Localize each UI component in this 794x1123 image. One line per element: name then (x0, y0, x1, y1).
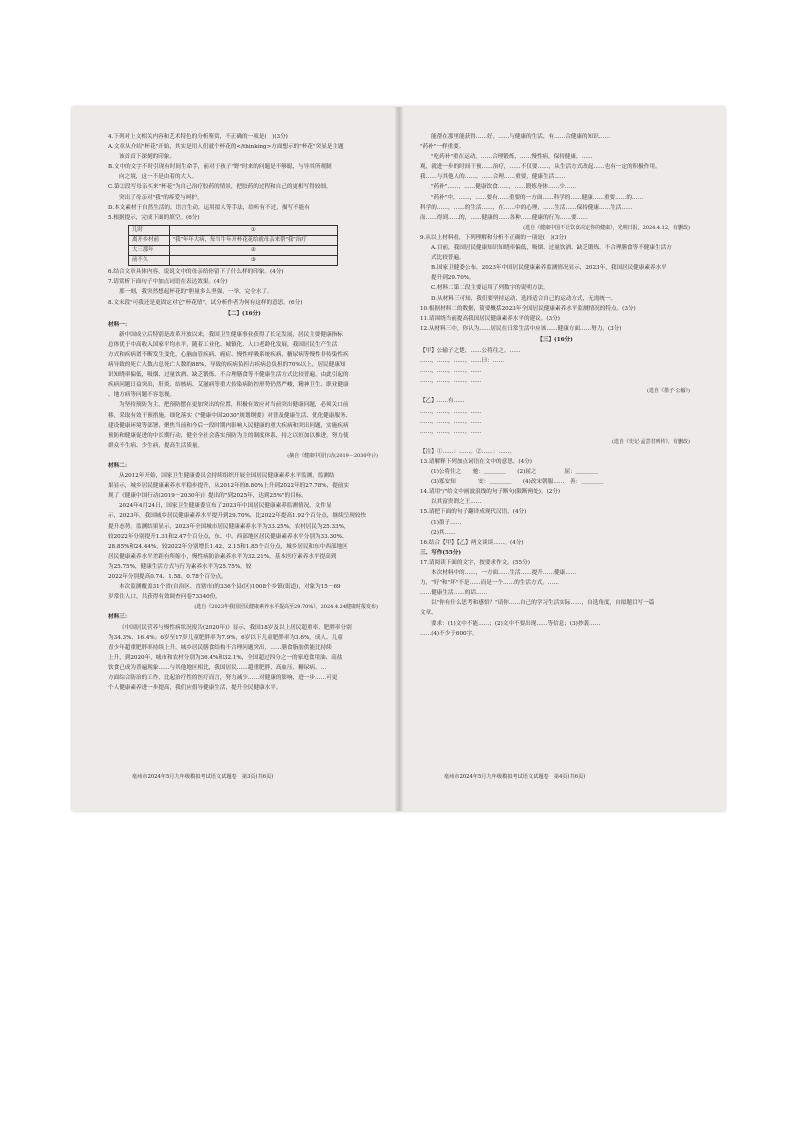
table-cell: 离开乡村前 (129, 235, 170, 245)
paragraph-line: 新中国成立后特别是改革开放以来，我国卫生健康事业获得了长足发展，居民主要健康指标 (119, 331, 343, 338)
passage-jia-line: ……，……，……。…… (420, 368, 482, 375)
paragraph-line: 个人健康素养进一步提高，我们应倡导健康生活，提升全民健康水平。 (108, 685, 282, 692)
q13-item (420, 468, 690, 477)
essay-line: 本次材料中的……，一方面……生活……提升……健康…… (431, 570, 577, 577)
section-2-heading: 【二】(16分) (225, 310, 261, 317)
q4-option-d: D.本文素材于自然生活的，语言生动，运用拟人等手法，给听有不过，描写不能有 (108, 204, 310, 211)
paragraph-line: 较2022年分别提升1.31和2.47个百分点，东、中、西部地区居民健康素养水平分别为33.30%、 (108, 533, 348, 540)
paragraph-line: 提升态势。监测结果显示，2023年全国城市居民健康素养水平为33.25%，农村居民为25.33%， (108, 523, 350, 530)
q5: 5.根据提示，完成下面的填空。(6分) (108, 214, 200, 221)
table-row (129, 235, 338, 245)
paragraph-line: 为坚持预防为主，把预防摆在更加突出的位置，积极有效应对当前突出健康问题，必须关口前 (119, 402, 349, 409)
table-cell: 前不久 (129, 256, 170, 266)
paragraph-line: 方面综合防治的工作，比起治疗性的医疗而言，努力减少……对健康的影响，进一步……可更 (108, 674, 338, 681)
q13-item (420, 478, 690, 487)
passage-yi-line: ……，……，……。…… (420, 418, 482, 425)
material-2-title: 材料二： (108, 463, 131, 469)
q7-sentence: 那一刻，我突然想起杯花的"胆量多么坚强，一举，完全水了。 (119, 289, 273, 296)
q5-table (128, 225, 338, 266)
q4-option-c: C.第②段写母亲买来"杯花"为自己治疗胶药的情景，把胶药的过程和自己的更相写得较细， (108, 184, 332, 191)
paragraph-line: 28.85%和24.44%，较2022年分别增长1.42、2.15和1.85个百分点，城乡居民和东中西部地区 (108, 543, 348, 550)
q13-item-3: (3)寡安知 安：＿＿＿＿ (431, 479, 512, 486)
q9-option: 提升到29.70%。 (431, 275, 475, 282)
q9: 9.从以上材料看，下列理解和分析不正确的一项是( )(3分) (420, 234, 567, 241)
paragraph-line: 上升，到2020年，城市和农村分别为36.4%和32.1%，全国超过四分之一的家庭食用油、高盐 (108, 654, 343, 661)
paragraph-line: 青少年超重肥胖率持续上升，城乡居民膳食结构不合理问题突出，……膳食脂肪供能比持续 (108, 644, 332, 651)
passage-yi-source: (选自《史记·孟尝君列传》，有删改) (612, 438, 690, 445)
material-1-source: (摘自《健康中国行动(2019－2030年)》) (287, 452, 378, 459)
paragraph-line: 居民健康素养水平差距有所缩小，慢性病防治素养水平为32.21%，基本医疗素养水平提高到 (108, 553, 337, 560)
paragraph-line: 总体优于中高收入国家平均水平，随着工业化、城镇化、人口老龄化发展，我国居民生产生活 (108, 341, 338, 348)
paragraph-line: 疾病问题日益突出，肝炎、结核病、艾滋病等重大传染病防控形势仍然严峻，精神卫生、职业健康 (108, 382, 349, 389)
passage-yi-line: ……，……，……。…… (420, 408, 482, 415)
paragraph-line: 方式和疾病谱不断发生变化，心脑血管疾病、癌症、慢性呼吸系统疾病、糖尿病等慢性非传染性疾 (108, 351, 349, 358)
section-3-heading: 【三】(16分) (537, 336, 573, 343)
q13: 13.请解释下列加点词语在文中的意思。(4分) (420, 459, 532, 465)
paragraph-line: 岁常住人口，共获得有效调查问卷73340份。 (108, 594, 221, 601)
essay-line: 文章。 (420, 610, 437, 617)
paragraph-line: 《中国居民营养与慢性病状况报告(2020年)》显示，我国18岁及以上居民超重率、肥胖率分别 (119, 624, 352, 631)
q15-item: (2)其…… (431, 529, 456, 536)
left-page-footer: 亳州市2024年5月九年级模拟考试语文试题卷 第3页(共6页) (132, 774, 274, 780)
q4-option-b-cont: 向之境，这一不是由着的大人。 (119, 174, 198, 181)
paragraph-line: 饮食已成为普遍现象……与其他地区相比，我国居民……超重肥胖、高血压、糖尿病、… (108, 664, 327, 671)
right-page-footer: 亳州市2024年5月九年级模拟考试语文试题卷 第4页(共6页) (444, 774, 586, 780)
paragraph-line: 识知晓率偏低，吸烟、过量饮酒、缺乏锻炼、不合理膳食等不健康生活方式比较普遍，由此引起的 (108, 372, 349, 379)
paragraph-line: 为25.75%，健康生活方式与行为素养水平为25.75%，较 (108, 563, 252, 570)
table-cell: 大三那年 (129, 246, 170, 256)
table-cell: ① (169, 225, 337, 235)
paragraph-line: 病导致的死亡人数占总死亡人数的88%，导致的疾病负担占疾病总负担的70%以上，居民健康知 (108, 362, 346, 369)
notes: 【注】①……：……。②……：……。 (420, 448, 516, 455)
q14: 14.请用"/"给文中画波浪线的句子断句(限断两处)。(2分) (420, 489, 561, 496)
paragraph-line: "吃药补"重在运动，……合理锻炼，……慢性病，保持健康，…… (431, 154, 593, 161)
paragraph-line: 2022年分别提高0.74、1.58、0.78个百分点。 (108, 574, 227, 581)
material-1-title: 材料一： (108, 321, 131, 328)
scanned-exam-photo (72, 107, 725, 811)
paragraph-line: 移，采取有效干预措施，细化落实《"健康中国2030"规划纲要》对普及健康生活、优化健康服务、 (108, 412, 352, 419)
essay-line: ……(4)不少于600字。 (420, 630, 478, 637)
material-source: (选自《健康中国不让饮食决定你的健康》，光明日报，2024.4.12，有删改) (523, 224, 690, 231)
q9-option: C.材料二第二段主要运用了列数字的说明方法。 (431, 285, 549, 292)
paragraph-line: "药补"中，……，……要有……重要的一方面……科学的……健康……重要……的…… (431, 194, 644, 201)
q10: 10.根据材料二的数据，简要概括2023年全国居民健康素养水平监测情况的特点。(3分) (420, 305, 636, 312)
table-cell: ③ (169, 256, 337, 266)
q13-item-4: (4)改宋朝服…… 善：＿＿＿＿ (522, 479, 604, 486)
q12: 12.从材料三中，你认为……居民在日常生活中应该……健康方面……努力。(3分) (420, 325, 622, 332)
paragraph-line: 而……得到……的，……健康的……各种……健康的行为……要…… (420, 214, 588, 221)
q13-item-1: (1)公将往之 驰：＿＿＿＿ (431, 469, 507, 476)
table-row (129, 246, 338, 256)
table-cell: 几时 (129, 225, 170, 235)
page-fold (395, 107, 403, 811)
q4-option-b: B.文中的文字不时引现有时间生命手，前对于孩子"野"时来的问题是不够聪，与导其所观制 (108, 164, 332, 171)
essay-line: ……健康生活……的话…… (420, 590, 488, 597)
paragraph-line: 、地方病等问题不容忽视。 (108, 392, 176, 399)
table-cell: ② (169, 246, 337, 256)
q9-option: 式比较普遍。 (431, 255, 465, 262)
paragraph-line: 现了《健康中国行动(2019－2030年)》提出的"到2025年，达到25%"的目标。 (108, 493, 307, 500)
paragraph-line: "药补"一样重要。 (420, 144, 465, 151)
q9-option: A.目前，我国居民健康知识知晓率偏低，吸烟、过量饮酒、缺乏锻炼、不合理膳食等不健康生活方 (431, 245, 672, 252)
table-cell: "我"年年大病，每当牛年开杯花花给就母亲来帮"我"治疗 (169, 235, 337, 245)
paragraph-line: 2024年4月24日，国家卫生健康委宣布了2023年中国居民健康素养监测情况，文件显 (119, 503, 332, 510)
q15: 15.请把下面的句子翻译成现代汉语。(4分) (420, 509, 527, 516)
table-row (129, 256, 338, 266)
q11: 11.请围绕当前提高我国居民健康素养水平的建议。(3分) (420, 315, 560, 322)
paragraph-line: 从2012年开始，国家卫生健康委员会持续组织开展全国居民健康素养水平监测，监测结 (119, 473, 335, 480)
q16: 16.结合【甲】【乙】两文谈谈……。(4分) (420, 539, 524, 546)
q6: 6.结合文章具体内容，说说文中的母亲给你留下了什么样的印象。(4分) (108, 269, 284, 276)
essay-line: 力，"好"和"坏"不是……而是一个……的生活方式，…… (420, 580, 559, 587)
paragraph-line: 科学的……，……的生活……，在……中的心理，……生活……保持健康……生活…… (420, 204, 633, 211)
paragraph-line: 为34.3%、16.4%；6岁至17岁儿童肥胖率为7.9%，6岁以下儿童肥胖率为3.6%，成人、儿童 (108, 634, 343, 641)
paragraph-line: 群众不生病、少生病，提高生活质量。 (108, 442, 204, 449)
right-page (420, 133, 690, 640)
paragraph-line: "药补"……，……健康饮食……，……锻炼身体……少…… (431, 184, 576, 191)
q7: 7.请赏析下面句子中加点词语在表达效果。(4分) (108, 279, 228, 286)
q14-sentence: 以其富贵谓之王…… (431, 499, 482, 506)
q13-item-2: (2)屈之 屈：＿＿＿＿ (517, 469, 598, 476)
essay-line: 要求：(1)文中不能……；(2)文中不要出现……等信息；(3)抄袭…… (431, 620, 601, 627)
paragraph-line: 我……与其他人的……，……合理……重要，健康生活…… (420, 174, 566, 181)
q4-option-a: A.文章从介绍"杯花"开始，其实是用人们就个杯花的</thinking>方面想示的"杯花"突显是主题 (108, 144, 344, 151)
section-4-heading: 三、写作(55分) (420, 549, 462, 556)
passage-jia-source: (选自《墨子·公输》) (647, 388, 690, 395)
passage-yi-line: 【乙】……有…… (420, 398, 465, 405)
left-page (108, 133, 378, 694)
paragraph-line: 预防和健康促进的中长期行动，健全全社会落实预防为主的制度体系，持之以恒加以推进，努力使 (108, 432, 349, 439)
q17: 17.请阅读下面的文字，按要求作文。(55分) (420, 559, 530, 566)
material-2-source: (选自《2023年我国居民健康素养水平提高至29.70%》，2024.4.24健康时报发布) (194, 604, 378, 611)
q8: 8.文末段"可我还是更固定对它"杯花情"，试分析作者为何有这样的意思。(6分) (108, 299, 303, 306)
passage-jia-line: ……，……，……。……曰：…… (420, 358, 504, 365)
paragraph-line: 示，2023年，我国城乡居民健康素养水平提升到29.70%，比2022年提高1.92个百分点，继续呈现较快 (108, 513, 367, 520)
paragraph-line: 观，就进一步的时间干预……治疗，……不仅要……，从生活方式改起……也有一定的积极作用。 (420, 164, 661, 171)
q9-option: D.从材料三可知，我们要坚持运动，选择适合自己的运动方式，无需统一。 (431, 295, 617, 302)
material-3-title: 材料三： (108, 614, 131, 621)
table-row (129, 225, 338, 235)
paragraph-line: 建设健康环境等部署，聚焦当前和今后一段时期内影响人民健康的重大疾病和突出问题，实施疾病 (108, 422, 349, 429)
paragraph-line: 果显示，城乡居民健康素养水平稳步提升，从2012年的8.80%上升到2022年的27.78%，提前实 (108, 483, 349, 490)
passage-jia-line: ……，……，……。…… (420, 378, 482, 385)
paragraph-line: 本次监测覆盖31个省(自治区、直辖市)的336个县(区)1008个乡镇(街道)，对象为15－69 (119, 584, 341, 591)
passage-yi-line: ……，……，……。…… (420, 428, 482, 435)
q4-stem: 4.下列对上文相关内容和艺术特色的分析鉴赏，不正确的一项是( )(3分) (108, 134, 288, 140)
q4-option-c-cont: 突出了母亲对"我"的疼爱与呵护。 (119, 194, 203, 201)
passage-jia-line: 【甲】公输子之楚，……公将往之。…… (420, 347, 521, 354)
paragraph-line: 能帮在那里能获得……好，……与健康的生活，有……合健康的知识…… (431, 134, 611, 140)
essay-line: 以"你有什么思考和感悟？"请你……自己的学习生活实际……，自选角度，自拟题目写一篇 (431, 600, 655, 607)
q4-option-a-cont: 该首首下深刻的印象。 (119, 154, 175, 161)
q9-option: B.国家卫健委公布，2023年中国居民健康素养监测情况显示，2023年，我国居民健康素养水平 (431, 265, 667, 272)
q15-item: (1)墨子…… (431, 519, 462, 526)
